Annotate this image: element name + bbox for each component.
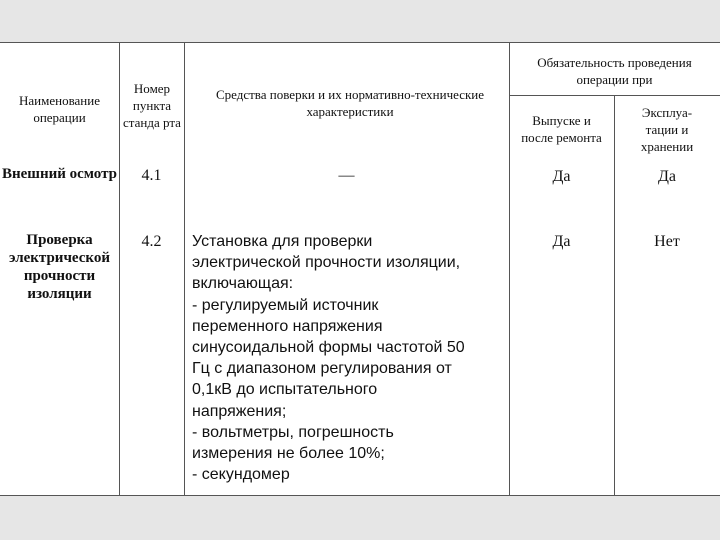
header-mandatory-group: Обязательность проведения операции при: [537, 55, 692, 87]
row-2-clause: 4.2: [141, 233, 162, 250]
header-operation-storage: Эксплуа-тации и хранении: [640, 104, 694, 154]
row-2-operation: Проверка электрической прочности изоляции: [8, 232, 110, 302]
row-2-operation-use: Нет: [654, 233, 680, 250]
column-divider: [119, 43, 120, 495]
row-1-operation: Внешний осмотр: [1, 166, 118, 182]
header-subdivider: [509, 95, 720, 96]
row-1-release: Да: [552, 168, 571, 185]
header-clause-number: Номер пункта станда рта: [123, 80, 181, 130]
row-1-clause: 4.1: [141, 167, 162, 184]
header-operation-name: Наименование операции: [19, 93, 100, 125]
row-2-release: Да: [552, 233, 571, 250]
row-1-means: —: [338, 167, 355, 184]
header-means: Средства поверки и их нормативно-технические характеристики: [215, 87, 485, 119]
column-divider: [184, 43, 185, 495]
verification-operations-table: [0, 42, 720, 496]
header-release-after-repair: Выпуске и после ремонта: [521, 113, 602, 145]
row-1-operation-use: Да: [657, 168, 676, 185]
row-2-means: Установка для проверки электрической прочности изоляции, включающая: - регулируемый источник переменного напряжения синусоидальной формы частотой 50 Гц с диапазоном регулирования от 0,1кВ до испытательного напряжения; - вольтметры, погрешность измерения не более 10%; - секундомер: [192, 233, 465, 484]
